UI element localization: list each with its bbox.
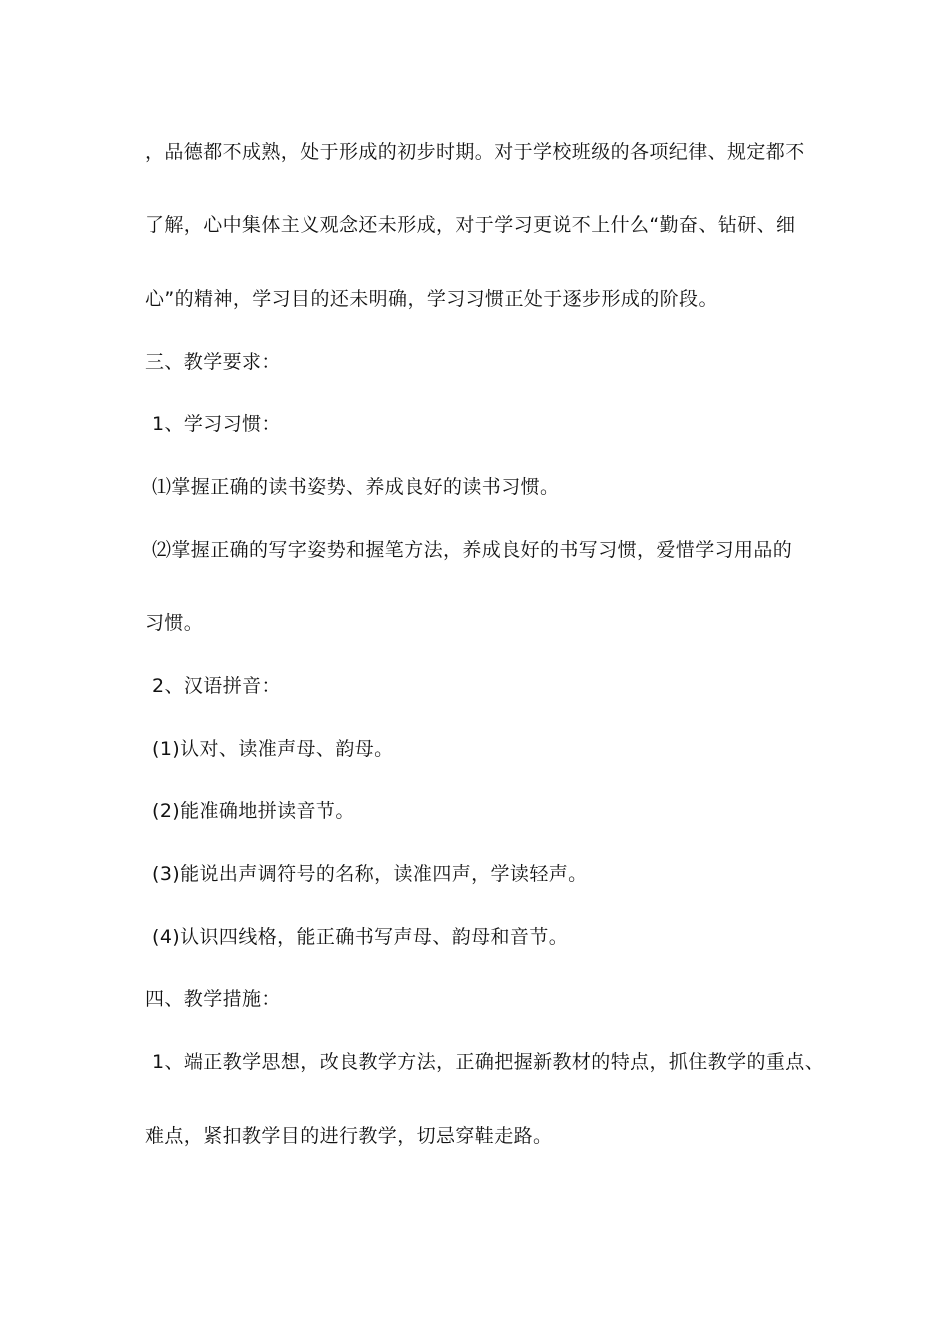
list-item: (3)能说出声调符号的名称，读准四声，学读轻声。 bbox=[152, 863, 588, 885]
subsection-heading: 1、学习习惯： bbox=[152, 413, 281, 435]
list-item: ⑴掌握正确的读书姿势、养成良好的读书习惯。 bbox=[152, 476, 560, 498]
subsection-heading: 2、汉语拼音： bbox=[152, 675, 281, 697]
section-heading: 四、教学措施： bbox=[145, 988, 281, 1010]
list-item: (4)认识四线格，能正确书写声母、韵母和音节。 bbox=[152, 926, 569, 948]
list-item: 1、端正教学思想，改良教学方法，正确把握新教材的特点，抓住教学的重点、 bbox=[152, 1051, 825, 1073]
list-item-continuation: 习惯。 bbox=[145, 612, 204, 634]
paragraph-line: ，品德都不成熟，处于形成的初步时期。对于学校班级的各项纪律、规定都不 bbox=[145, 141, 805, 163]
list-item: ⑵掌握正确的写字姿势和握笔方法，养成良好的书写习惯，爱惜学习用品的 bbox=[152, 539, 793, 561]
list-item: (2)能准确地拼读音节。 bbox=[152, 800, 355, 822]
section-heading: 三、教学要求： bbox=[145, 351, 281, 373]
list-item-continuation: 难点，紧扣教学目的进行教学，切忌穿鞋走路。 bbox=[145, 1125, 553, 1147]
paragraph-line: 心”的精神，学习目的还未明确，学习习惯正处于逐步形成的阶段。 bbox=[145, 288, 718, 310]
list-item: (1)认对、读准声母、韵母。 bbox=[152, 738, 394, 760]
paragraph-line: 了解，心中集体主义观念还未形成，对于学习更说不上什么“勤奋、钻研、细 bbox=[145, 214, 796, 236]
